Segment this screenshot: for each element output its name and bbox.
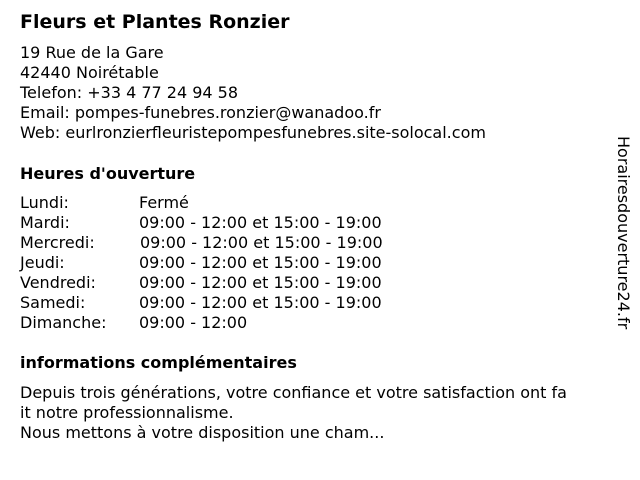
street-address: 19 Rue de la Gare xyxy=(20,43,164,62)
day-label: Mercredi: xyxy=(20,233,95,252)
day-label: Mardi: xyxy=(20,213,70,232)
website-address: Web: eurlronzierfleuristepompesfunebres.site-solocal.com xyxy=(20,123,486,142)
info-heading: informations complémentaires xyxy=(20,353,297,372)
day-label: Lundi: xyxy=(20,193,69,212)
time-value: 09:00 - 12:00 et 15:00 - 19:00 xyxy=(140,233,383,252)
day-label: Jeudi: xyxy=(20,253,65,272)
day-label: Samedi: xyxy=(20,293,86,312)
time-value: 09:00 - 12:00 xyxy=(139,313,248,332)
time-value: 09:00 - 12:00 et 15:00 - 19:00 xyxy=(139,253,382,272)
email-address: Email: pompes-funebres.ronzier@wanadoo.fr xyxy=(20,103,381,122)
city-postal: 42440 Noirétable xyxy=(20,63,159,82)
time-value: 09:00 - 12:00 et 15:00 - 19:00 xyxy=(139,213,382,232)
day-label: Vendredi: xyxy=(20,273,96,292)
info-line: it notre professionnalisme. xyxy=(20,403,234,422)
phone-number: Telefon: +33 4 77 24 94 58 xyxy=(20,83,239,102)
time-value: 09:00 - 12:00 et 15:00 - 19:00 xyxy=(139,293,382,312)
info-line: Nous mettons à votre disposition une cham... xyxy=(20,423,385,442)
info-description xyxy=(20,383,616,443)
day-label: Dimanche: xyxy=(20,313,107,332)
site-watermark: Horairesdouverture24.fr xyxy=(614,136,633,330)
time-value: Fermé xyxy=(139,193,189,212)
time-value: 09:00 - 12:00 et 15:00 - 19:00 xyxy=(139,273,382,292)
page-title: Fleurs et Plantes Ronzier xyxy=(20,11,290,33)
contact-block xyxy=(20,43,486,143)
hours-heading: Heures d'ouverture xyxy=(20,164,196,183)
info-line: Depuis trois générations, votre confiance et votre satisfaction ont fa xyxy=(20,383,567,402)
